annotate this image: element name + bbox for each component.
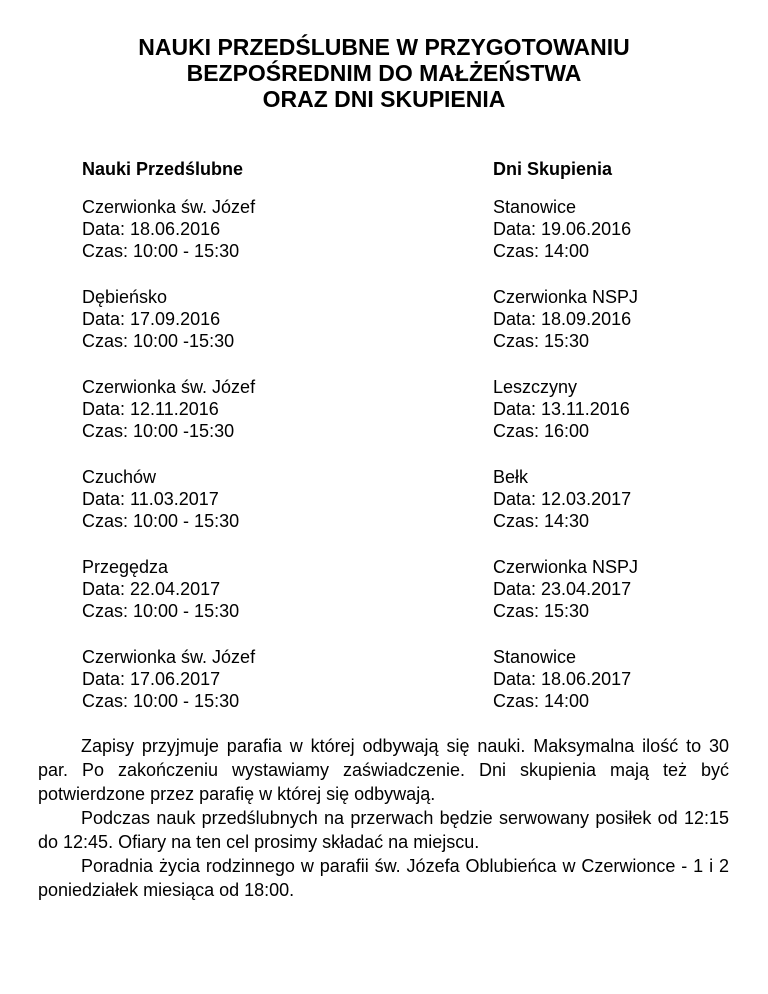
- entry-date: Data: 13.11.2016: [493, 399, 630, 419]
- entry-date: Data: 19.06.2016: [493, 219, 632, 239]
- dni-skupienia-entry: [493, 376, 753, 466]
- nauki-entry: [82, 196, 462, 286]
- entry-place: Dębieńsko: [82, 287, 168, 307]
- entry-time: Czas: 15:30: [493, 601, 590, 621]
- entry-date: Data: 18.06.2017: [493, 669, 632, 689]
- title-line: NAUKI PRZEDŚLUBNE W PRZYGOTOWANIU: [138, 34, 630, 60]
- entry-date: Data: 18.09.2016: [493, 309, 632, 329]
- dni-skupienia-entry: [493, 286, 753, 376]
- nauki-entry: [82, 376, 462, 466]
- nauki-column-header: Nauki Przedślubne: [82, 159, 244, 179]
- notes-paragraph: Zapisy przyjmuje parafia w której odbywają się nauki. Maksymalna ilość to 30 par. Po zakończeniu wystawiamy zaświadczenie. Dni skupienia mają też być potwierdzone przez parafię w której się odbywają.: [38, 736, 729, 804]
- entry-place: Czerwionka NSPJ: [493, 287, 639, 307]
- entry-time: Czas: 10:00 - 15:30: [82, 241, 240, 261]
- entry-date: Data: 23.04.2017: [493, 579, 632, 599]
- entry-time: Czas: 14:00: [493, 241, 590, 261]
- notes-paragraph: Poradnia życia rodzinnego w parafii św. Józefa Oblubieńca w Czerwionce - 1 i 2 poniedziałek miesiąca od 18:00.: [38, 856, 729, 900]
- entry-time: Czas: 10:00 - 15:30: [82, 601, 240, 621]
- entry-time: Czas: 15:30: [493, 331, 590, 351]
- nauki-column: [82, 158, 462, 736]
- entry-place: Czerwionka św. Józef: [82, 377, 256, 397]
- entry-place: Czerwionka św. Józef: [82, 647, 256, 667]
- entry-time: Czas: 10:00 - 15:30: [82, 511, 240, 531]
- entry-place: Czerwionka NSPJ: [493, 557, 639, 577]
- entry-time: Czas: 10:00 - 15:30: [82, 691, 240, 711]
- entry-time: Czas: 10:00 -15:30: [82, 421, 235, 441]
- notes-section: [38, 734, 729, 902]
- notes-paragraph: Podczas nauk przedślubnych na przerwach będzie serwowany posiłek od 12:15 do 12:45. Ofiary na ten cel prosimy składać na miejscu.: [38, 808, 729, 852]
- nauki-entry: [82, 286, 462, 376]
- entry-place: Stanowice: [493, 647, 577, 667]
- entry-place: Czuchów: [82, 467, 157, 487]
- dni-skupienia-entry: [493, 196, 753, 286]
- entry-place: Stanowice: [493, 197, 577, 217]
- entry-place: Bełk: [493, 467, 529, 487]
- dni-skupienia-entry: [493, 556, 753, 646]
- entry-time: Czas: 10:00 -15:30: [82, 331, 235, 351]
- entry-date: Data: 18.06.2016: [82, 219, 221, 239]
- entry-time: Czas: 14:00: [493, 691, 590, 711]
- entry-date: Data: 12.11.2016: [82, 399, 219, 419]
- dni-skupienia-column-header: Dni Skupienia: [493, 159, 613, 179]
- title-line: BEZPOŚREDNIM DO MAŁŻEŃSTWA: [186, 60, 582, 86]
- entry-time: Czas: 16:00: [493, 421, 590, 441]
- entry-place: Czerwionka św. Józef: [82, 197, 256, 217]
- entry-date: Data: 17.09.2016: [82, 309, 221, 329]
- entry-date: Data: 12.03.2017: [493, 489, 632, 509]
- entry-place: Przegędza: [82, 557, 169, 577]
- dni-skupienia-column: [493, 158, 753, 736]
- nauki-entry: [82, 646, 462, 736]
- dni-skupienia-entry: [493, 466, 753, 556]
- document-title: [0, 34, 768, 112]
- entry-place: Leszczyny: [493, 377, 578, 397]
- nauki-entry: [82, 466, 462, 556]
- title-line: ORAZ DNI SKUPIENIA: [262, 86, 506, 112]
- entry-date: Data: 22.04.2017: [82, 579, 221, 599]
- entry-date: Data: 11.03.2017: [82, 489, 219, 509]
- dni-skupienia-entry: [493, 646, 753, 736]
- nauki-entry: [82, 556, 462, 646]
- entry-date: Data: 17.06.2017: [82, 669, 221, 689]
- entry-time: Czas: 14:30: [493, 511, 590, 531]
